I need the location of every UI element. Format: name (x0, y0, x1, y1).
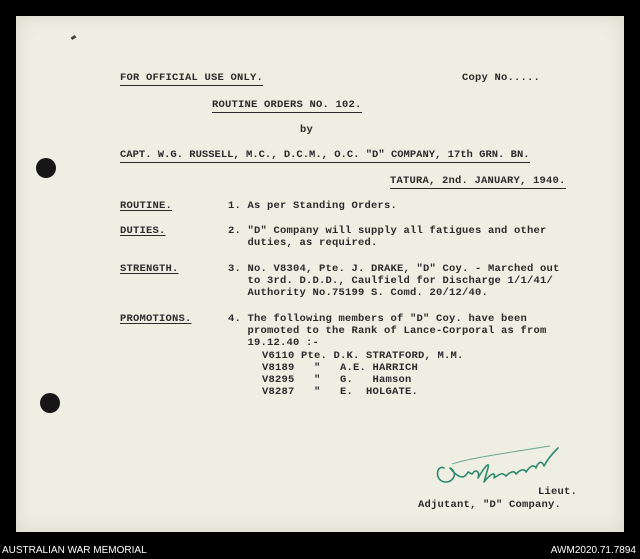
section-line: promoted to the Rank of Lance-Corporal as from (228, 325, 547, 337)
official-use-label: FOR OFFICIAL USE ONLY. (120, 72, 264, 84)
punch-hole-bottom (40, 393, 60, 413)
signatory-rank: Lieut. (538, 486, 578, 498)
promotion-entry: V8295 " G. Hamson (262, 374, 412, 386)
handwritten-signature (430, 438, 570, 493)
archive-caption-left: AUSTRALIAN WAR MEMORIAL (2, 545, 147, 556)
copy-number: Copy No..... (462, 72, 541, 84)
promotion-entry: V8189 " A.E. HARRICH (262, 362, 419, 374)
section-line: 2. "D" Company will supply all fatigues and other (228, 225, 547, 237)
place-date: TATURA, 2nd. JANUARY, 1940. (390, 175, 566, 187)
promotion-entry: V8287 " E. HOLGATE. (262, 386, 419, 398)
section-line: 3. No. V8304, Pte. J. DRAKE, "D" Coy. - Marched out (228, 263, 560, 275)
section-line: to 3rd. D.D.D., Caulfield for Discharge 1/1/41/ (228, 275, 554, 287)
archive-caption-right: AWM2020.71.7894 (550, 545, 636, 556)
section-line: 4. The following members of "D" Coy. have been (228, 313, 528, 325)
section-line: 19.12.40 :- (228, 337, 320, 349)
section-line: 1. As per Standing Orders. (228, 200, 398, 212)
captain-line: CAPT. W.G. RUSSELL, M.C., D.C.M., O.C. "D" COMPANY, 17th GRN. BN. (120, 149, 530, 161)
promotion-entry: V6110 Pte. D.K. STRATFORD, M.M. (262, 350, 464, 362)
section-heading-strength: STRENGTH. (120, 263, 179, 275)
signatory-role: Adjutant, "D" Company. (418, 499, 562, 511)
section-line: duties, as required. (228, 237, 378, 249)
orders-title: ROUTINE ORDERS NO. 102. (212, 99, 362, 111)
section-heading-routine: ROUTINE. (120, 200, 173, 212)
by-label: by (300, 124, 314, 136)
section-line: Authority No.75199 S. Comd. 20/12/40. (228, 287, 489, 299)
punch-hole-top (36, 158, 56, 178)
section-heading-promotions: PROMOTIONS. (120, 313, 192, 325)
section-heading-duties: DUTIES. (120, 225, 166, 237)
